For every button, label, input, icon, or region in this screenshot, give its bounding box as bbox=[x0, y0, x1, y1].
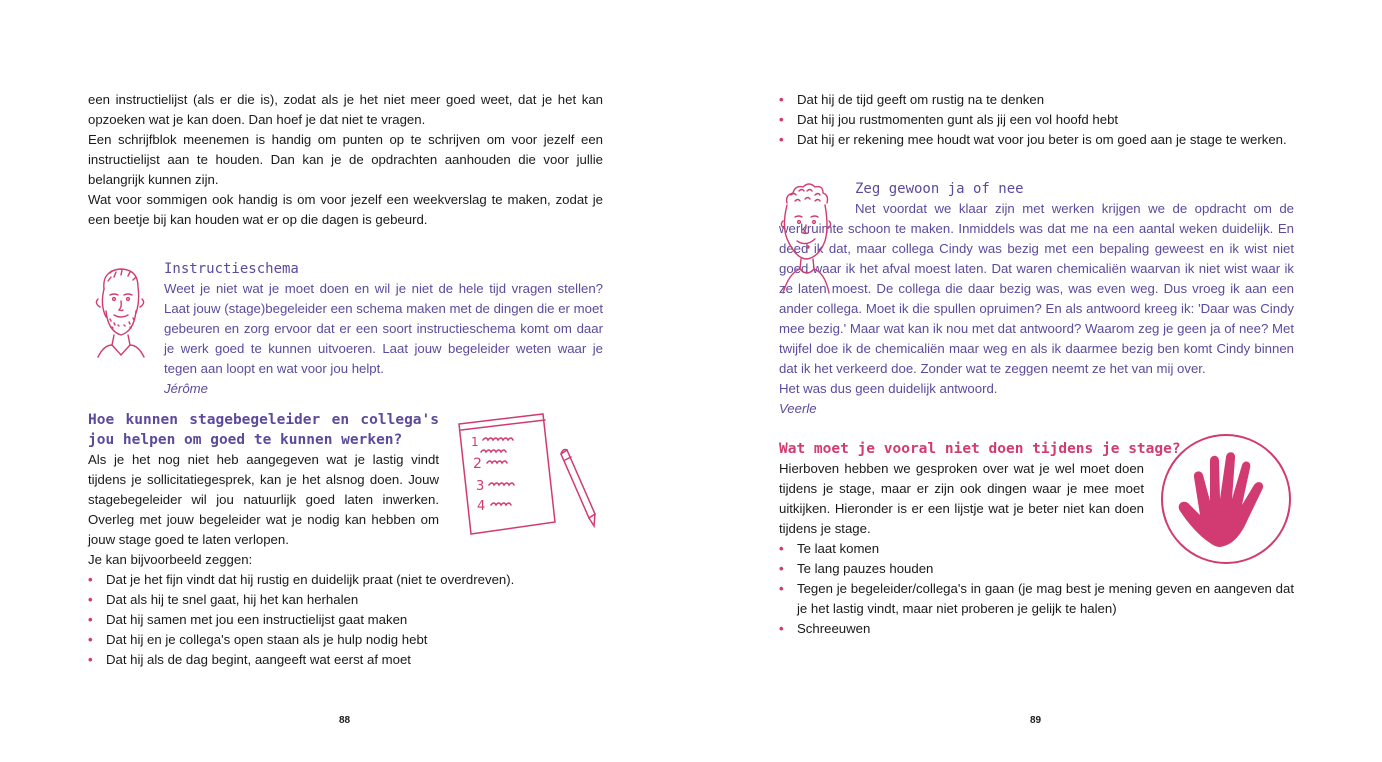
list-item: • Dat hij als de dag begint, aangeeft wat eerst af moet bbox=[88, 650, 603, 670]
list-item: • Dat je het fijn vindt dat hij rustig en duidelijk praat (niet te overdreven). bbox=[88, 570, 603, 590]
right-column bbox=[779, 90, 1294, 639]
section-lead: Je kan bijvoorbeeld zeggen: bbox=[88, 552, 253, 567]
story-text bbox=[779, 199, 1294, 379]
page-number: 88 bbox=[339, 715, 351, 726]
list-item: • Dat hij jou rustmomenten gunt als jij een vol hoofd hebt bbox=[779, 110, 1294, 130]
intro-paragraph: een instructielijst (als er die is), zodat als je het niet meer goed weet, dat je het kan opzoeken wat je kan doen. Dan hoef je dat niet te vragen. bbox=[88, 92, 603, 127]
page-number: 89 bbox=[1030, 715, 1042, 726]
notepad-number: 2 bbox=[473, 456, 482, 472]
section-title: Hoe kunnen stagebegeleider en collega's jou helpen om goed te kunnen werken? bbox=[88, 412, 439, 448]
section-help bbox=[88, 410, 603, 670]
list-item: • Schreeuwen bbox=[779, 619, 1294, 639]
notepad-number: 1 bbox=[471, 435, 479, 449]
notepad-number: 3 bbox=[476, 479, 485, 494]
intro-paragraph: Wat voor sommigen ook handig is om voor jezelf een weekverslag te maken, zodat je een beetje bij kan houden wat er op die dagen is gebeurd. bbox=[88, 192, 603, 227]
list-item: • Dat hij de tijd geeft om rustig na te denken bbox=[779, 90, 1294, 110]
list-item: • Dat hij samen met jou een instructielijst gaat maken bbox=[88, 610, 603, 630]
story-closing: Het was dus geen duidelijk antwoord. bbox=[779, 381, 998, 396]
intro-paragraph: Een schrijfblok meenemen is handig om punten op te schrijven om voor jezelf een instructielijst aan te houden. Dan kan je de opdrachten aanhouden die voor jullie belangrijk kunnen zijn. bbox=[88, 132, 603, 187]
story-title: Zeg gewoon ja of nee bbox=[855, 181, 1024, 197]
list-item: • Dat hij er rekening mee houdt wat voor jou beter is om goed aan je stage te werken. bbox=[779, 130, 1294, 150]
section-text: Hierboven hebben we gesproken over wat je wel moet doen tijdens je stage, maar er zijn ook dingen waar je mee moet uitkijken. Hieronder is er een lijstje wat je beter niet kan doen tijdens je stage. bbox=[779, 461, 1144, 536]
story-text-content: Net voordat we klaar zijn met werken krijgen we de opdracht om de werkruimte schoon te maken. Inmiddels was dat me na een aantal weken duidelijk. En deed ik dat, maar collega Cindy was bezig met een bepaling geweest en ik wist niet goed waar ik het afval moest laten. Dat waren chemicaliën waarvan ik niet wist waar ik ze laten moest. De collega die daar bezig was, was even weg. Dus vroeg ik aan een ander collega. Moet ik die spullen opruimen? En als antwoord kreeg ik: 'Daar was Cindy mee bezig.' Maar wat kan ik nou met dat antwoord? Waarom zeg je geen ja of nee? Met twijfel doe ik de chemicaliën maar weg en als ik daarmee bezig ben komt Cindy binnen dat ik het verkeerd doe. Zonder wat te zeggen neemt ze het van mij over. bbox=[779, 201, 1294, 376]
section-text: Als je het nog niet heb aangegeven wat je lastig vindt tijdens je sollicitatiegesprek, kan je het alsnog doen. Jouw stagebegeleider wil jou natuurlijk goed laten inwerken. Overleg met jouw begeleider wat je nodig kan hebben om jouw stage goed te laten verlopen. bbox=[88, 452, 439, 547]
story-zeg-gewoon bbox=[779, 179, 1294, 419]
story-title: Instructieschema bbox=[164, 261, 299, 277]
story-text: Weet je niet wat je moet doen en wil je niet de hele tijd vragen stellen? Laat jouw (stage)begeleider een schema maken met de dingen die er moet gebeuren en zorg ervoor dat er een soort instructieschema komt om daar je werk goed te kunnen uitvoeren. Laat jouw begeleider weten waar je tegen aan loopt en wat voor jou helpt. bbox=[164, 281, 603, 376]
notepad-pen-icon bbox=[453, 410, 603, 540]
notepad-number: 4 bbox=[477, 499, 486, 514]
bullet-list bbox=[779, 90, 1294, 150]
right-page bbox=[691, 0, 1382, 762]
list-item: • Dat hij en je collega's open staan als je hulp nodig hebt bbox=[88, 630, 603, 650]
story-instructieschema bbox=[88, 259, 603, 399]
curly-hair-person-icon bbox=[775, 181, 835, 303]
section-avoid bbox=[779, 439, 1294, 639]
left-column bbox=[88, 90, 603, 670]
bearded-man-icon bbox=[88, 261, 152, 375]
list-item: • Te lang pauzes houden bbox=[779, 559, 1294, 579]
list-item: • Tegen je begeleider/collega's in gaan (je mag best je mening geven en aangeven dat je het lastig vindt, maar niet proberen je gelijk te halen) bbox=[779, 579, 1294, 619]
list-item: • Dat als hij te snel gaat, hij het kan herhalen bbox=[88, 590, 603, 610]
bullet-list bbox=[779, 539, 1294, 639]
story-author: Jérôme bbox=[164, 381, 208, 396]
list-item: • Te laat komen bbox=[779, 539, 1294, 559]
story-author: Veerle bbox=[779, 401, 817, 416]
section-title: Wat moet je vooral niet doen tijdens je stage? bbox=[779, 441, 1181, 457]
bullet-list bbox=[88, 570, 603, 670]
